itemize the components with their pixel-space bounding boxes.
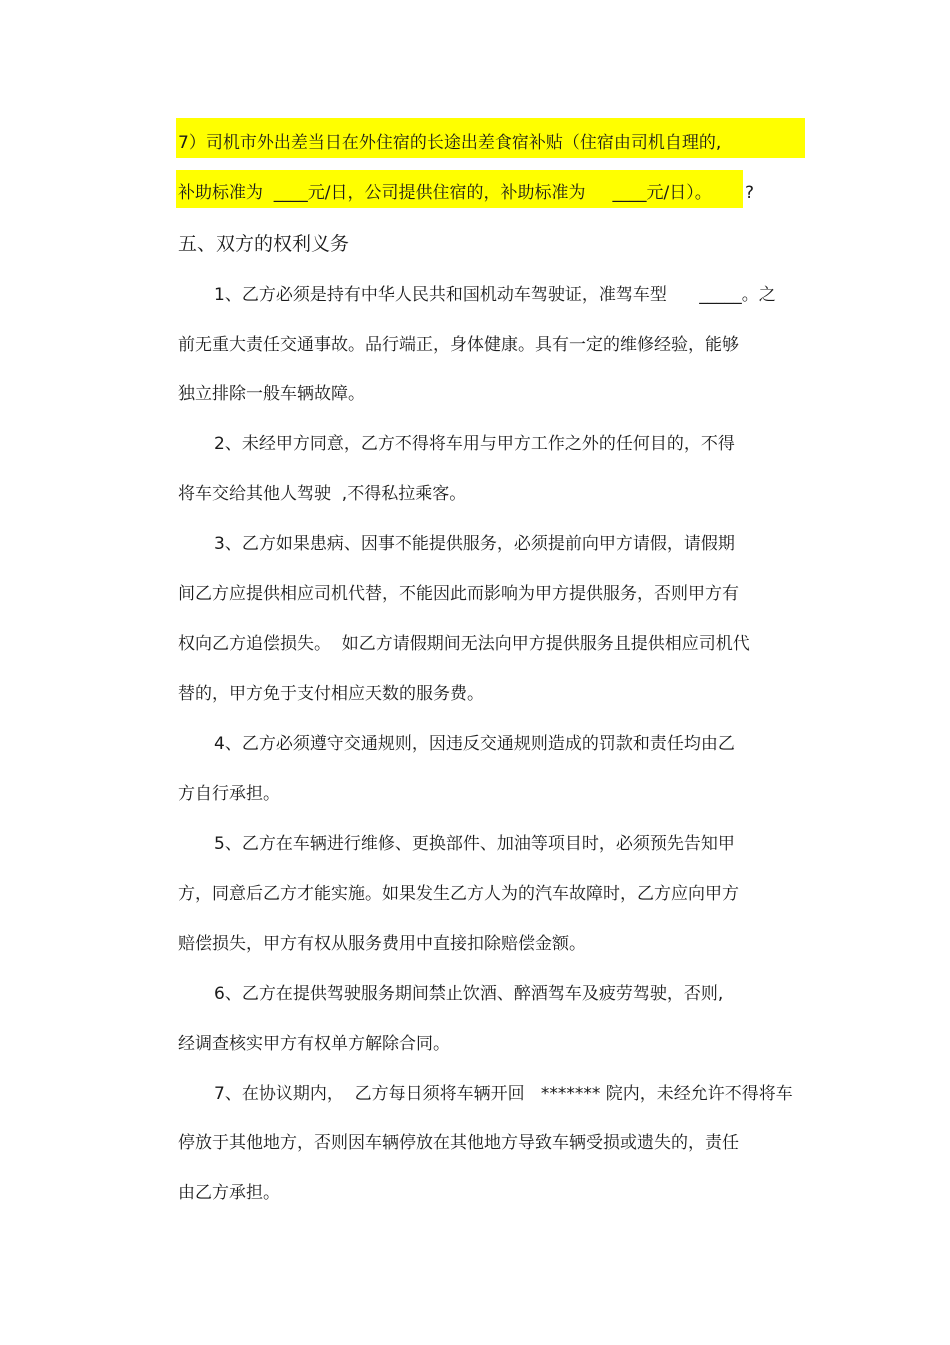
item-1-line-3: 独立排除一般车辆故障。 <box>178 384 365 404</box>
item-7-line-3: 由乙方承担。 <box>178 1183 280 1203</box>
item-4-line-2: 方自行承担。 <box>178 784 280 804</box>
item-7-line-2: 停放于其他地方，否则因车辆停放在其他地方导致车辆受损或遗失的，责任 <box>178 1133 739 1153</box>
item-5-line-1: 5、乙方在车辆进行维修、更换部件、加油等项目时，必须预先告知甲 <box>214 834 735 854</box>
item-3-line-3: 权向乙方追偿损失。 如乙方请假期间无法向甲方提供服务且提供相应司机代 <box>178 634 750 654</box>
item-3-line-1: 3、乙方如果患病、因事不能提供服务，必须提前向甲方请假，请假期 <box>214 534 735 554</box>
item-5-line-2: 方，同意后乙方才能实施。如果发生乙方人为的汽车故障时，乙方应向甲方 <box>178 884 739 904</box>
item-6-line-2: 经调查核实甲方有权单方解除合同。 <box>178 1034 450 1054</box>
trailing-question-mark: ? <box>745 183 755 203</box>
item-1-line-2: 前无重大责任交通事故。品行端正，身体健康。具有一定的维修经验，能够 <box>178 335 739 355</box>
item-3-line-4: 替的，甲方免于支付相应天数的服务费。 <box>178 684 484 704</box>
section-heading: 五、双方的权利义务 <box>178 233 350 255</box>
highlighted-clause-line-1: 7）司机市外出差当日在外住宿的长途出差食宿补贴（住宿由司机自理的, <box>178 133 722 153</box>
item-7-line-1: 7、在协议期内， 乙方每日须将车辆开回 ******* 院内，未经允许不得将车 <box>214 1084 793 1104</box>
item-5-line-3: 赔偿损失，甲方有权从服务费用中直接扣除赔偿金额。 <box>178 934 586 954</box>
item-1-line-1: 1、乙方必须是持有中华人民共和国机动车驾驶证，准驾车型 _____。之 <box>214 285 776 305</box>
item-4-line-1: 4、乙方必须遵守交通规则，因违反交通规则造成的罚款和责任均由乙 <box>214 734 735 754</box>
item-2-line-2: 将车交给其他人驾驶 ,不得私拉乘客。 <box>178 484 467 504</box>
item-6-line-1: 6、乙方在提供驾驶服务期间禁止饮酒、醉酒驾车及疲劳驾驶，否则, <box>214 984 724 1004</box>
item-2-line-1: 2、未经甲方同意，乙方不得将车用与甲方工作之外的任何目的，不得 <box>214 434 735 454</box>
highlighted-clause-line-2: 补助标准为 ____元/日，公司提供住宿的，补助标准为 ____元/日）。 <box>178 183 712 203</box>
item-3-line-2: 间乙方应提供相应司机代替，不能因此而影响为甲方提供服务，否则甲方有 <box>178 584 739 604</box>
